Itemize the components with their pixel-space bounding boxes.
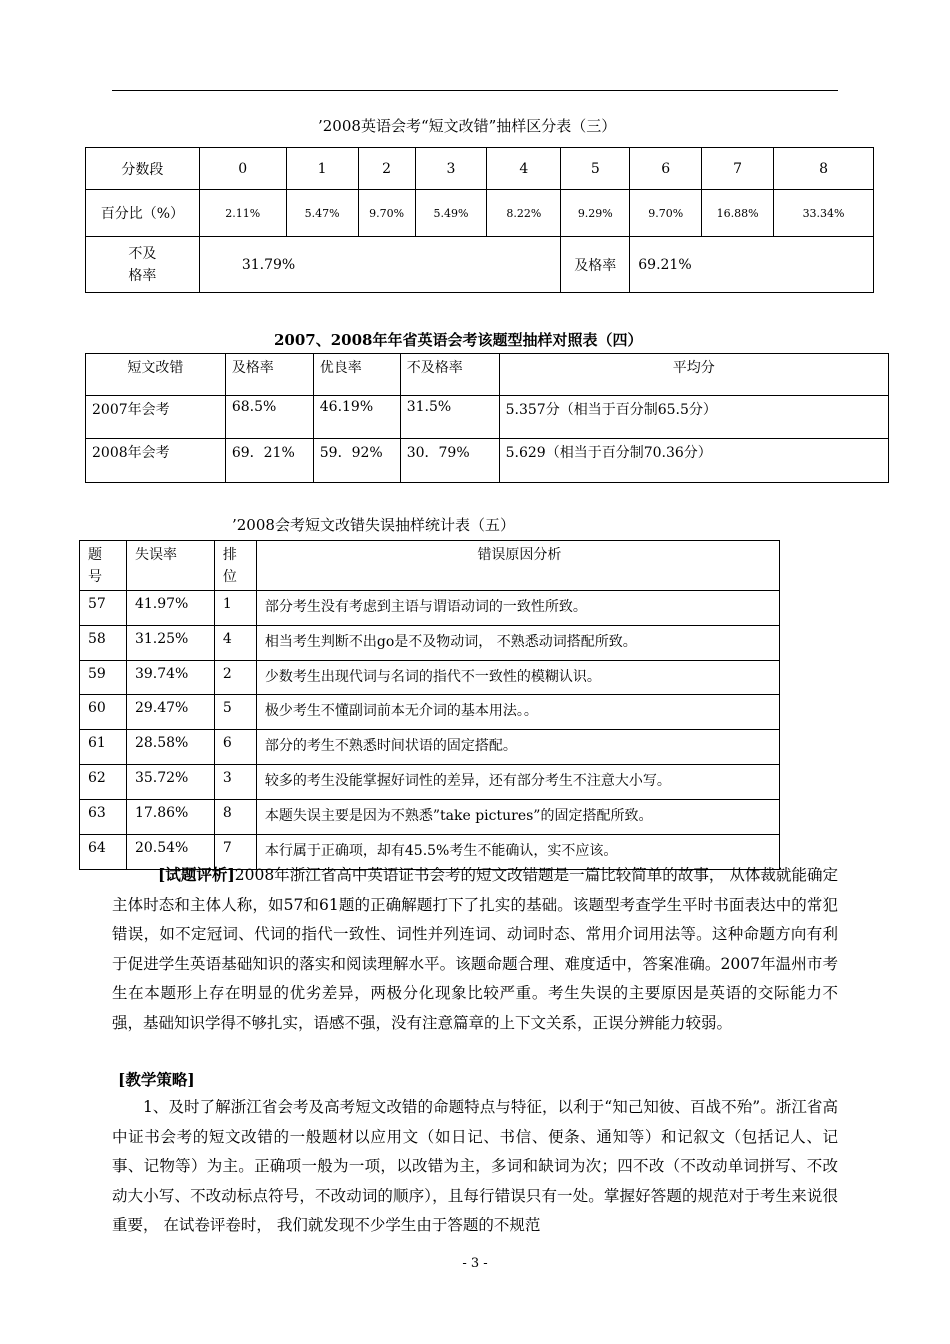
score-cell: 8 bbox=[774, 148, 874, 190]
table-row bbox=[80, 626, 780, 661]
analysis-label: [试题评析] bbox=[158, 865, 235, 884]
table-cell: 5.629（相当于百分制70.36分） bbox=[499, 439, 888, 483]
table-cell: 57 bbox=[80, 591, 127, 626]
header-cell: 优良率 bbox=[313, 354, 400, 396]
table-row bbox=[86, 190, 874, 237]
table-cell: 极少考生不懂副词前本无介词的基本用法。。 bbox=[256, 695, 779, 730]
table5-caption: ’2008会考短文改错失误抽样统计表（五） bbox=[232, 516, 515, 534]
table-row bbox=[86, 396, 889, 439]
table-cell: 3 bbox=[214, 765, 256, 800]
table-cell: 59．92% bbox=[313, 439, 400, 483]
table-row bbox=[80, 591, 780, 626]
header-cell: 及格率 bbox=[225, 354, 313, 396]
table3-caption: ’2008英语会考“短文改错”抽样区分表（三） bbox=[318, 117, 617, 135]
analysis-paragraph bbox=[112, 860, 838, 1038]
score-cell: 5 bbox=[561, 148, 630, 190]
percent-cell: 2.11% bbox=[199, 190, 286, 237]
table-cell: 28.58% bbox=[126, 730, 214, 765]
table-row bbox=[86, 237, 874, 293]
row-label: 百分比（%） bbox=[86, 190, 200, 237]
header-cell: 平均分 bbox=[499, 354, 888, 396]
percent-cell: 8.22% bbox=[487, 190, 561, 237]
score-cell: 1 bbox=[286, 148, 358, 190]
row-label: 分数段 bbox=[86, 148, 200, 190]
percent-cell: 9.70% bbox=[358, 190, 415, 237]
percent-cell: 9.70% bbox=[630, 190, 702, 237]
table-cell: 5 bbox=[214, 695, 256, 730]
table-cell: 部分考生没有考虑到主语与谓语动词的一致性所致。 bbox=[256, 591, 779, 626]
table-cell: 20.54% bbox=[126, 835, 214, 870]
score-cell: 2 bbox=[358, 148, 415, 190]
table-row bbox=[80, 730, 780, 765]
table-cell: 64 bbox=[80, 835, 127, 870]
pass-rate-label: 及格率 bbox=[561, 237, 630, 293]
score-cell: 7 bbox=[702, 148, 774, 190]
table-cell: 4 bbox=[214, 626, 256, 661]
table-cell: 2007年会考 bbox=[86, 396, 226, 439]
page-number: - 3 - bbox=[462, 1256, 488, 1271]
table-row bbox=[86, 354, 889, 396]
table-cell: 60 bbox=[80, 695, 127, 730]
score-distribution-table bbox=[85, 147, 874, 293]
table-cell: 本行属于正确项，却有45.5%考生不能确认，实不应该。 bbox=[256, 835, 779, 870]
table-cell: 31.5% bbox=[400, 396, 499, 439]
header-reason: 错误原因分析 bbox=[256, 541, 779, 591]
table-cell: 相当考生判断不出go是不及物动词， 不熟悉动词搭配所致。 bbox=[256, 626, 779, 661]
table-cell: 63 bbox=[80, 800, 127, 835]
table4-caption: 2007、2008年年省英语会考该题型抽样对照表（四） bbox=[274, 331, 643, 349]
table-cell: 部分的考生不熟悉时间状语的固定搭配。 bbox=[256, 730, 779, 765]
score-cell: 3 bbox=[415, 148, 487, 190]
table-row bbox=[80, 541, 780, 591]
header-cell: 短文改错 bbox=[86, 354, 226, 396]
pass-rate-value: 69.21% bbox=[630, 237, 874, 293]
score-cell: 6 bbox=[630, 148, 702, 190]
table-cell: 30．79% bbox=[400, 439, 499, 483]
error-statistics-table bbox=[79, 540, 780, 870]
table-cell: 较多的考生没能掌握好词性的差异，还有部分考生不注意大小写。 bbox=[256, 765, 779, 800]
table-cell: 本题失误主要是因为不熟悉”take pictures”的固定搭配所致。 bbox=[256, 800, 779, 835]
table-cell: 68.5% bbox=[225, 396, 313, 439]
table-cell: 61 bbox=[80, 730, 127, 765]
table-row bbox=[80, 661, 780, 695]
comparison-table bbox=[85, 353, 889, 483]
table-row bbox=[86, 148, 874, 190]
header-rate: 失误率 bbox=[126, 541, 214, 591]
fail-rate-label: 不及 格率 bbox=[86, 237, 200, 293]
table-row bbox=[80, 765, 780, 800]
header-rank: 排 位 bbox=[214, 541, 256, 591]
table-cell: 41.97% bbox=[126, 591, 214, 626]
table-cell: 5.357分（相当于百分制65.5分） bbox=[499, 396, 888, 439]
table-cell: 69．21% bbox=[225, 439, 313, 483]
header-cell: 不及格率 bbox=[400, 354, 499, 396]
analysis-text: 2008年浙江省高中英语证书会考的短文改错题是一篇比较简单的故事， 从体裁就能确定主体时态和主体人称，如57和61题的正确解题打下了扎实的基础。该题型考查学生平时书面表达中的常犯错误，如不定冠词、代词的指代一致性、词性并列连词、动词时态、常用介词用法等。这种命题方向有利于促进学生英语基础知识的落实和阅读理解水平。该题命题合理、难度适中，答案准确。2007年温州市考生在本题形上存在明显的优劣差异，两极分化现象比较严重。考生失误的主要原因是英语的交际能力不强，基础知识学得不够扎实，语感不强，没有注意篇章的上下文关系，正误分辨能力较弱。 bbox=[112, 866, 838, 1032]
table-cell: 2 bbox=[214, 661, 256, 695]
percent-cell: 9.29% bbox=[561, 190, 630, 237]
percent-cell: 33.34% bbox=[774, 190, 874, 237]
table-cell: 1 bbox=[214, 591, 256, 626]
strategy-paragraph: 1、及时了解浙江省会考及高考短文改错的命题特点与特征，以利于“知己知彼、百战不殆”。浙江省高中证书会考的短文改错的一般题材以应用文（如日记、书信、便条、通知等）和记叙文（包括记人、记事、记物等）为主。正确项一般为一项，以改错为主，多词和缺词为次；四不改（不改动单词拼写、不改动大小写、不改动标点符号，不改动词的顺序），且每行错误只有一处。掌握好答题的规范对于考生来说很重要， 在试卷评卷时， 我们就发现不少学生由于答题的不规范 bbox=[112, 1098, 838, 1234]
table-cell: 46.19% bbox=[313, 396, 400, 439]
table-cell: 59 bbox=[80, 661, 127, 695]
table-cell: 7 bbox=[214, 835, 256, 870]
table-row bbox=[80, 800, 780, 835]
table-cell: 6 bbox=[214, 730, 256, 765]
table-cell: 少数考生出现代词与名词的指代不一致性的模糊认识。 bbox=[256, 661, 779, 695]
table-cell: 2008年会考 bbox=[86, 439, 226, 483]
table-cell: 39.74% bbox=[126, 661, 214, 695]
percent-cell: 5.49% bbox=[415, 190, 487, 237]
strategy-heading: [教学策略] bbox=[118, 1070, 195, 1089]
table-row bbox=[80, 695, 780, 730]
table-cell: 35.72% bbox=[126, 765, 214, 800]
fail-rate-value: 31.79% bbox=[199, 237, 561, 293]
table-cell: 58 bbox=[80, 626, 127, 661]
table-cell: 8 bbox=[214, 800, 256, 835]
percent-cell: 16.88% bbox=[702, 190, 774, 237]
table-cell: 17.86% bbox=[126, 800, 214, 835]
table-row bbox=[86, 439, 889, 483]
header-rule bbox=[112, 90, 838, 91]
header-number: 题 号 bbox=[80, 541, 127, 591]
table-cell: 31.25% bbox=[126, 626, 214, 661]
score-cell: 4 bbox=[487, 148, 561, 190]
score-cell: 0 bbox=[199, 148, 286, 190]
percent-cell: 5.47% bbox=[286, 190, 358, 237]
table-cell: 29.47% bbox=[126, 695, 214, 730]
table-cell: 62 bbox=[80, 765, 127, 800]
